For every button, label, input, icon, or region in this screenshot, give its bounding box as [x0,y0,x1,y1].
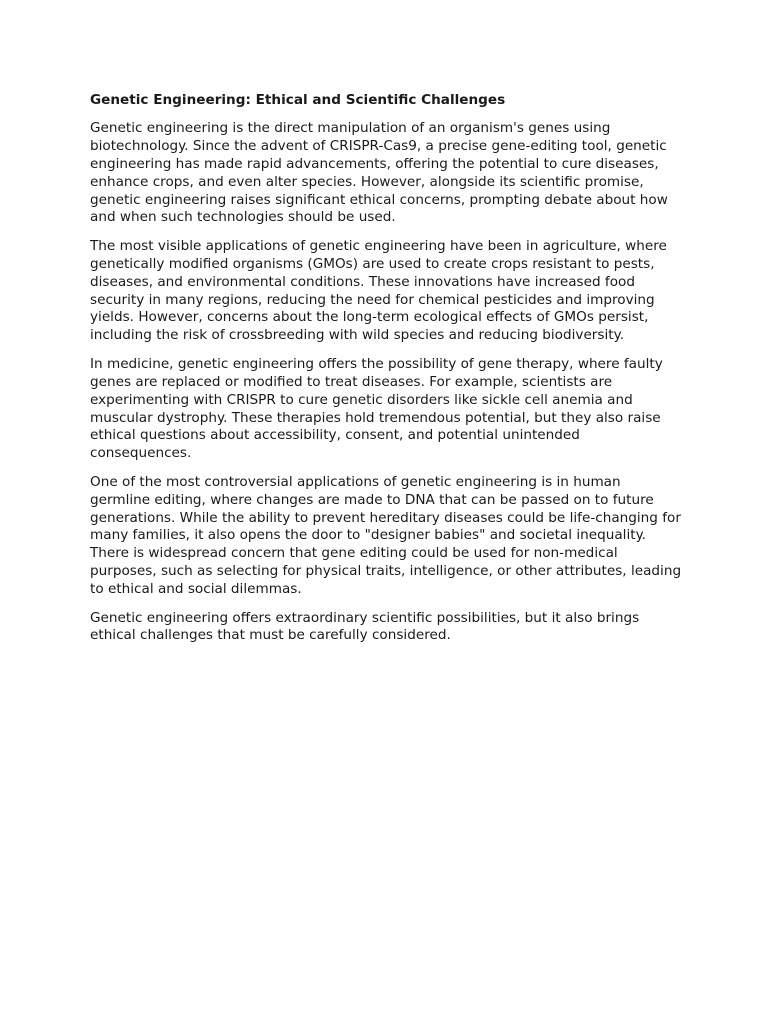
paragraph-germline-editing: One of the most controversial applications of genetic engineering is in human germline editing, where changes are made to DNA that can be passed on to future generations. While the ability to prevent hereditary diseases could be life-changing for many families, it also opens the door to "designer babies" and societal inequality. There is widespread concern that gene editing could be used for non-medical purposes, such as selecting for physical traits, intelligence, or other attributes, leading to ethical and social dilemmas. [90,473,682,598]
paragraph-medicine: In medicine, genetic engineering offers the possibility of gene therapy, where faulty genes are replaced or modified to treat diseases. For example, scientists are experimenting with CRISPR to cure genetic disorders like sickle cell anemia and muscular dystrophy. These therapies hold tremendous potential, but they also raise ethical questions about accessibility, consent, and potential unintended consequences. [90,355,663,462]
paragraph-conclusion: Genetic engineering offers extraordinary scientific possibilities, but it also brings ethical challenges that must be carefully considered. [90,609,640,644]
paragraph-intro: Genetic engineering is the direct manipulation of an organism's genes using biotechnology. Since the advent of CRISPR-Cas9, a precise gene-editing tool, genetic engineering has made rapid advancements, offering the potential to cure diseases, enhance crops, and even alter species. However, alongside its scientific promise, genetic engineering raises significant ethical concerns, prompting debate about how and when such technologies should be used. [90,119,668,226]
document-title: Genetic Engineering: Ethical and Scientific Challenges [90,92,506,108]
paragraph-agriculture: The most visible applications of genetic engineering have been in agriculture, where genetically modified organisms (GMOs) are used to create crops resistant to pests, diseases, and environmental conditions. These innovations have increased food security in many regions, reducing the need for chemical pesticides and improving yields. However, concerns about the long-term ecological effects of GMOs persist, including the risk of crossbreeding with wild species and reducing biodiversity. [90,237,667,344]
document-page [90,92,682,656]
